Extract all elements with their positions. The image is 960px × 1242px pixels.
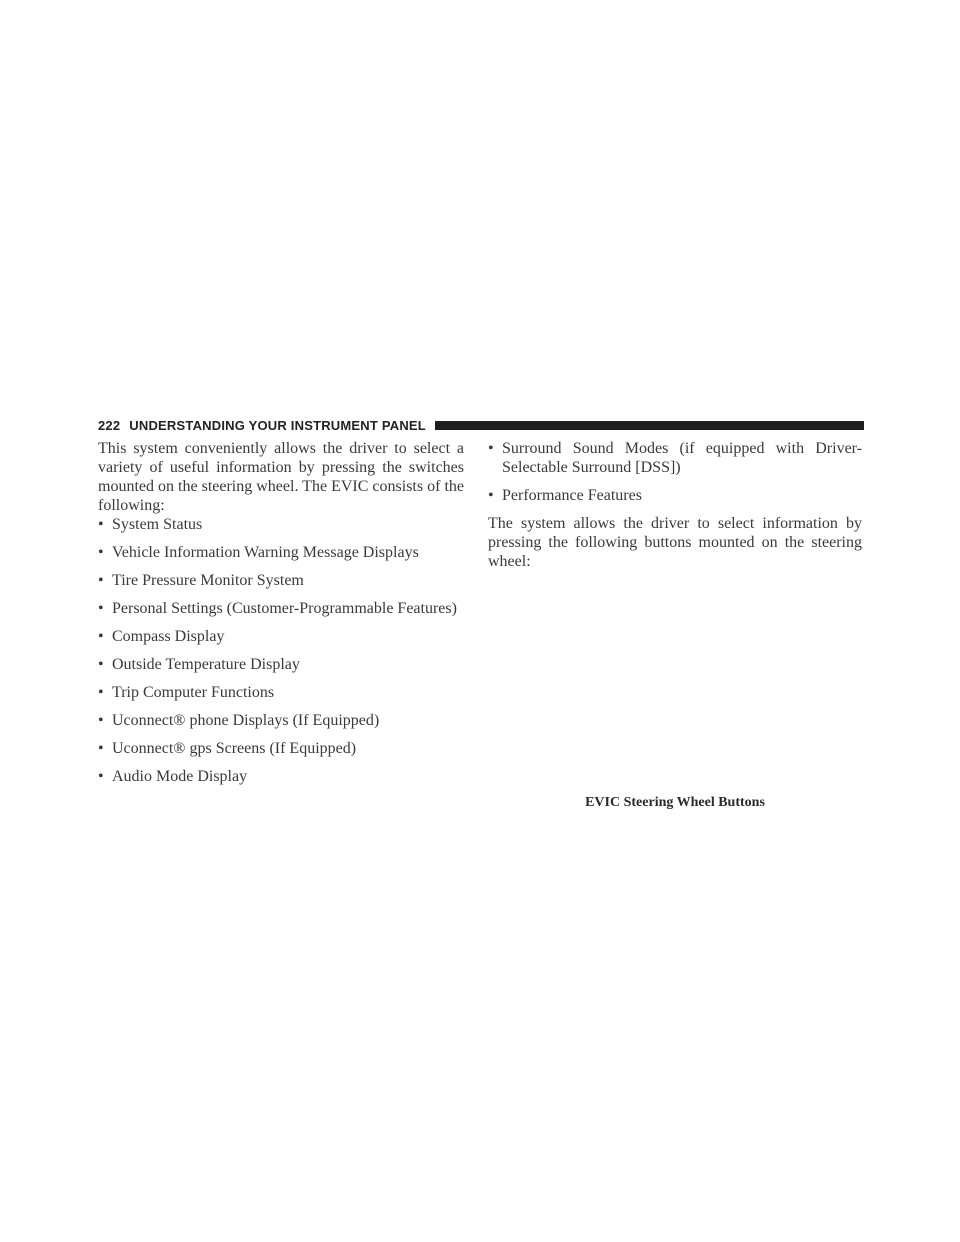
list-item-text: Audio Mode Display [112, 768, 248, 785]
left-column [98, 439, 464, 795]
list-item-text: System Status [112, 516, 203, 533]
list-item-text: Outside Temperature Display [112, 656, 300, 673]
list-item-text: Vehicle Information Warning Message Displays [112, 544, 419, 561]
list-item: • System Status [98, 516, 203, 533]
list-item-text: Performance Features [502, 487, 642, 504]
list-item: • Surround Sound Modes (if equipped with Driver-Selectable Surround [DSS]) [488, 440, 862, 476]
page-number: 222 [98, 417, 121, 433]
evic-features-list [98, 515, 464, 786]
list-item-text: Personal Settings (Customer-Programmable Features) [112, 600, 457, 617]
figure-caption: EVIC Steering Wheel Buttons [585, 795, 765, 810]
list-item: • Vehicle Information Warning Message Displays [98, 544, 419, 561]
list-item-text: Tire Pressure Monitor System [112, 572, 304, 589]
evic-features-list-continued [488, 439, 862, 505]
list-item-text: Surround Sound Modes (if equipped with Driver-Selectable Surround [DSS]) [502, 440, 862, 476]
page-header [98, 417, 864, 433]
list-item-text: Trip Computer Functions [112, 684, 275, 701]
list-item: • Outside Temperature Display [98, 656, 300, 673]
list-item: • Tire Pressure Monitor System [98, 572, 304, 589]
list-item: • Personal Settings (Customer-Programmable Features) [98, 600, 457, 617]
header-rule [435, 421, 864, 430]
list-item: • Uconnect® phone Displays (If Equipped) [98, 712, 380, 729]
list-item-text: Uconnect® phone Displays (If Equipped) [112, 712, 380, 729]
list-item: • Compass Display [98, 628, 225, 645]
intro-paragraph: This system conveniently allows the driver to select a variety of useful information by pressing the switches mounted on the steering wheel. The EVIC consists of the following: [98, 440, 464, 514]
list-item: • Uconnect® gps Screens (If Equipped) [98, 740, 357, 757]
list-item-text: Compass Display [112, 628, 225, 645]
list-item: • Audio Mode Display [98, 768, 248, 785]
section-title: UNDERSTANDING YOUR INSTRUMENT PANEL [129, 417, 426, 433]
list-item: • Trip Computer Functions [98, 684, 275, 701]
list-item-text: Uconnect® gps Screens (If Equipped) [112, 740, 357, 757]
buttons-paragraph: The system allows the driver to select information by pressing the following buttons mounted on the steering wheel: [488, 515, 862, 570]
right-column [488, 439, 862, 571]
list-item: • Performance Features [488, 487, 642, 504]
